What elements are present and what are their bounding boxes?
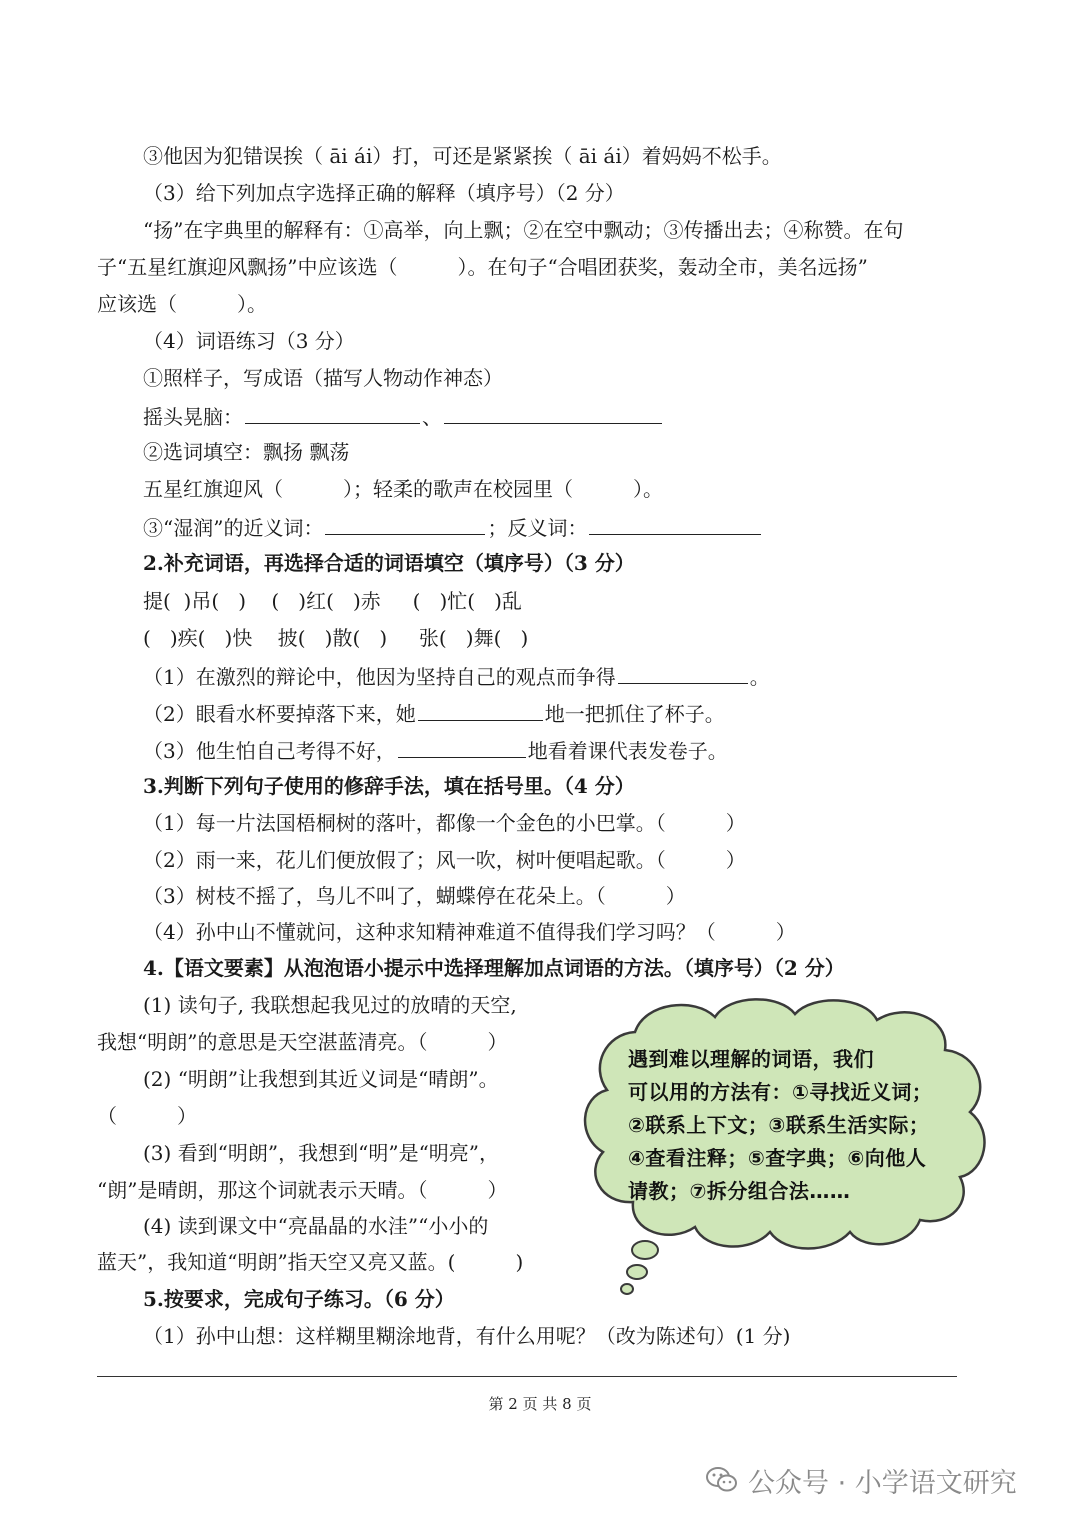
watermark-text: 公众号 · 小学语文研究 [748, 1467, 1017, 1499]
bubble-dot-large [632, 1241, 658, 1259]
section4-item-4a: (4) 读到课文中“亮晶晶的水洼”“小小的 [143, 1214, 489, 1238]
section4-item-3a: (3) 看到“明朗”，我想到“明”是“明亮”， [143, 1141, 500, 1165]
bubble-dot-medium [627, 1265, 647, 1279]
bubble-line: 遇到难以理解的词语，我们 [628, 1047, 874, 1071]
section4-title: 4.【语文要素】从泡泡语小提示中选择理解加点词语的方法。（填序号）（2 分） [143, 956, 845, 980]
answer-blank[interactable] [398, 735, 526, 758]
synonym-blank[interactable] [325, 512, 485, 535]
idiom-blank-1[interactable] [245, 401, 420, 424]
idiom-example-label: 摇头晃脑： [143, 405, 243, 429]
q3-paragraph-line3: 应该选（ ）。 [97, 292, 267, 316]
q3-title: （3）给下列加点字选择正确的解释（填序号）（2 分） [143, 181, 625, 205]
page-number: 第 2 页 共 8 页 [488, 1395, 592, 1413]
sentence-text: （1）在激烈的辩论中，他因为坚持自己的观点而争得 [143, 665, 616, 689]
answer-blank[interactable] [418, 698, 543, 721]
bubble-line: 请教；⑦拆分组合法…… [628, 1179, 851, 1203]
word-fill-row-2: ( )疾( )快 披( )散( ) 张( )舞( ) [143, 626, 529, 650]
section2-sentence-2 [143, 698, 725, 728]
q3-paragraph-line1: “扬”在字典里的解释有：①高举，向上飘；②在空中飘动；③传播出去；④称赞。在句 [143, 218, 904, 242]
q4-idiom-line [143, 401, 664, 431]
wechat-icon [706, 1465, 738, 1495]
idiom-blank-2[interactable] [444, 401, 662, 424]
idiom-separator: 、 [422, 405, 442, 429]
section2-title: 2.补充词语，再选择合适的词语填空（填序号）（3 分） [143, 551, 635, 575]
section3-sentence-4: （4）孙中山不懂就问，这种求知精神难道不值得我们学习吗？（ ） [143, 920, 796, 944]
bubble-line: ④查看注释；⑤查字典；⑥向他人 [628, 1146, 927, 1170]
section4-item-2a: (2) “明朗”让我想到其近义词是“晴朗”。 [143, 1067, 499, 1091]
sentence-text: 地看着课代表发卷子。 [527, 739, 728, 763]
section4-item-1a: (1) 读句子, 我联想起我见过的放晴的天空, [143, 993, 517, 1017]
sentence-text: （3）他生怕自己考得不好， [143, 739, 396, 763]
section3-sentence-3: （3）树枝不摇了，鸟儿不叫了，蝴蝶停在花朵上。（ ） [143, 884, 686, 908]
watermark [706, 1460, 1017, 1500]
section2-sentence-3 [143, 735, 728, 765]
word-fill-row-1: 提( )吊( ) ( )红( )赤 ( )忙( )乱 [143, 589, 522, 613]
section4-item-3b: “朗”是晴朗，那这个词就表示天晴。（ ） [97, 1178, 508, 1202]
antonym-blank[interactable] [589, 512, 761, 535]
bubble-tips [628, 1043, 988, 1208]
section4-item-2b: （ ） [97, 1104, 197, 1128]
sentence-text: （2）眼看水杯要掉落下来，她 [143, 702, 416, 726]
sentence-text: 地一把抓住了杯子。 [544, 702, 725, 726]
q4-item-b: ②选词填空：飘扬 飘荡 [143, 440, 350, 464]
bubble-line: ②联系上下文；③联系生活实际； [628, 1113, 930, 1137]
answer-blank[interactable] [618, 661, 748, 684]
antonym-label: ；反义词： [487, 516, 588, 540]
section5-title: 5.按要求，完成句子练习。（6 分） [143, 1287, 455, 1311]
section3-sentence-1: （1）每一片法国梧桐树的落叶，都像一个金色的小巴掌。（ ） [143, 811, 746, 835]
q3-paragraph-line2: 子“五星红旗迎风飘扬”中应该选（ ）。在句子“合唱团获奖，轰动全市，美名远扬” [97, 255, 868, 279]
section4-item-1b: 我想“明朗”的意思是天空湛蓝清亮。（ ） [97, 1030, 508, 1054]
q4-item-a: ①照样子，写成语（描写人物动作神态） [143, 366, 503, 390]
bubble-dot-small [621, 1284, 633, 1294]
section5-sentence-1: （1）孙中山想：这样糊里糊涂地背，有什么用呢？（改为陈述句）(1 分) [143, 1324, 791, 1348]
q1-item-3: ③他因为犯错误挨（ āi ái）打，可还是紧紧挨（ āi ái）着妈妈不松手。 [143, 144, 782, 168]
footer-divider [97, 1376, 957, 1377]
sentence-text: 。 [749, 665, 770, 689]
section3-sentence-2: （2）雨一来，花儿们便放假了；风一吹，树叶便唱起歌。（ ） [143, 848, 746, 872]
bubble-line: 可以用的方法有：①寻找近义词； [628, 1080, 933, 1104]
q4-synonym-line [143, 512, 763, 542]
section4-item-4b: 蓝天”，我知道“明朗”指天空又亮又蓝。( ) [97, 1250, 524, 1274]
section3-title: 3.判断下列句子使用的修辞手法，填在括号里。（4 分） [143, 774, 635, 798]
synonym-label: ③“湿润”的近义词： [143, 516, 324, 540]
section2-sentence-1 [143, 661, 770, 691]
q4-title: （4）词语练习（3 分） [143, 329, 355, 353]
q4-fill-line: 五星红旗迎风（ ）；轻柔的歌声在校园里（ ）。 [143, 477, 663, 501]
